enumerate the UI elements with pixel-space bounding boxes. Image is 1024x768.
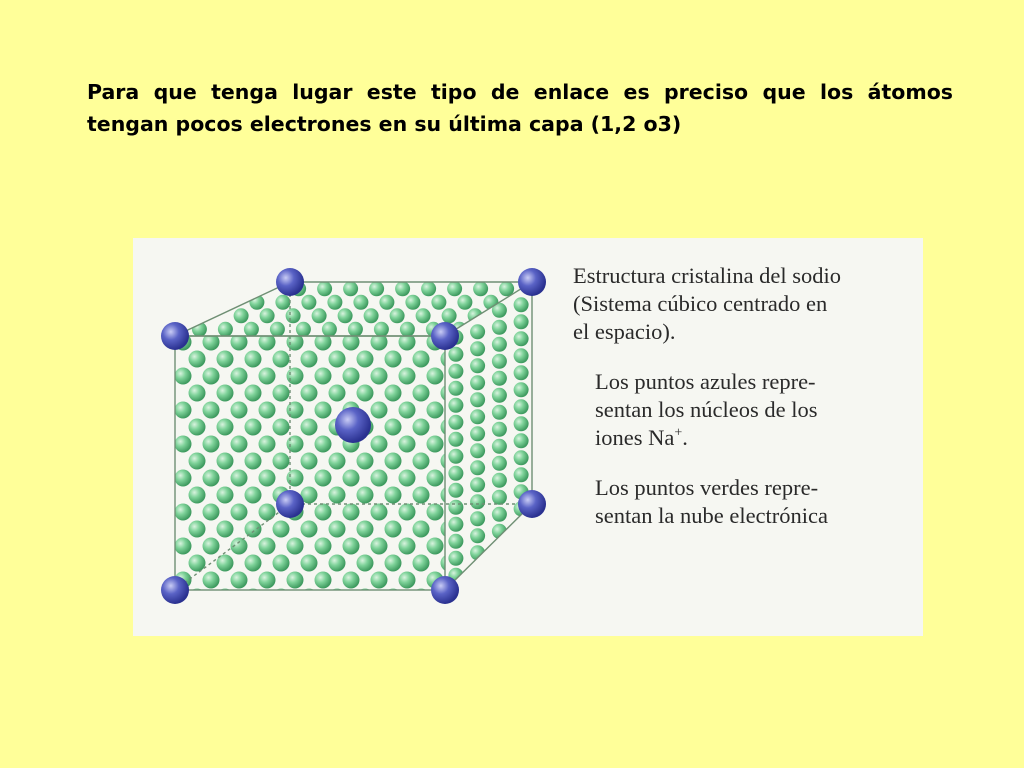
electron-dot — [371, 572, 388, 589]
electron-dot — [343, 368, 360, 385]
electron-dot — [514, 348, 529, 363]
electron-dot — [448, 449, 463, 464]
electron-dot — [189, 453, 206, 470]
electron-dot — [301, 385, 318, 402]
electron-dot — [492, 558, 507, 573]
electron-dot — [385, 589, 402, 606]
electron-dot — [470, 579, 485, 594]
electron-dot — [175, 470, 192, 487]
electron-dot — [189, 351, 206, 368]
electron-dot — [329, 555, 346, 572]
electron-dot — [470, 477, 485, 492]
electron-dot — [427, 470, 444, 487]
electron-dot — [470, 375, 485, 390]
electron-dot — [231, 470, 248, 487]
electron-dot — [492, 371, 507, 386]
electron-dot — [357, 351, 374, 368]
nucleus-dot — [518, 490, 546, 518]
electron-dot — [492, 490, 507, 505]
electron-dot — [469, 589, 486, 606]
caption-line: (Sistema cúbico centrado en — [573, 291, 828, 316]
electron-dot — [551, 281, 563, 296]
electron-dot — [273, 521, 290, 538]
electron-dot — [357, 589, 374, 606]
nucleus-dot — [161, 322, 189, 350]
electron-dot — [514, 331, 529, 346]
electron-dot — [448, 517, 463, 532]
electron-dot — [312, 308, 327, 323]
electron-dot — [427, 402, 444, 419]
electron-dot — [273, 555, 290, 572]
nucleus-dot — [161, 576, 189, 604]
electron-dot — [413, 453, 430, 470]
electron-dot — [203, 470, 220, 487]
electron-dot — [329, 487, 346, 504]
electron-dot — [385, 453, 402, 470]
electron-dot — [315, 504, 332, 521]
electron-dot — [301, 589, 318, 606]
electron-dot — [315, 368, 332, 385]
electron-dot — [448, 415, 463, 430]
electron-dot — [448, 364, 463, 379]
caption-line: sentan los núcleos de los — [595, 397, 818, 422]
center-nucleus-dot — [335, 407, 371, 443]
electron-dot — [385, 521, 402, 538]
electron-dot — [273, 385, 290, 402]
electron-dot — [514, 399, 529, 414]
electron-dot — [421, 281, 436, 296]
electron-dot — [395, 281, 410, 296]
electron-dot — [470, 528, 485, 543]
electron-dot — [217, 589, 234, 606]
electron-dot — [189, 589, 206, 606]
electron-dot — [287, 470, 304, 487]
electron-dot — [301, 295, 316, 310]
electron-dot — [301, 419, 318, 436]
electron-dot — [413, 589, 430, 606]
electron-dot — [357, 487, 374, 504]
electron-dot — [399, 402, 416, 419]
electron-dot — [399, 368, 416, 385]
electron-dot — [492, 541, 507, 556]
electron-dot — [385, 385, 402, 402]
electron-dot — [329, 589, 346, 606]
electron-dot — [514, 314, 529, 329]
electron-dot — [329, 453, 346, 470]
caption-line: sentan la nube electrónica — [595, 503, 829, 528]
slide-text: Para que tenga lugar este tipo de enlace es preciso que los átomos tengan pocos electrones en su última capa (1,2 o3) — [87, 80, 953, 136]
electron-dot — [416, 308, 431, 323]
electron-dot — [218, 322, 233, 337]
bcc-cube-diagram — [133, 238, 563, 636]
electron-dot — [427, 538, 444, 555]
electron-dot — [296, 322, 311, 337]
electron-dot — [315, 572, 332, 589]
electron-dot — [470, 460, 485, 475]
electron-dot — [245, 453, 262, 470]
electron-dot — [413, 487, 430, 504]
electron-dot — [514, 450, 529, 465]
electron-dot — [427, 368, 444, 385]
electron-dot — [259, 538, 276, 555]
electron-dot — [245, 487, 262, 504]
electron-dot — [217, 487, 234, 504]
electron-dot — [217, 351, 234, 368]
electron-dot — [413, 555, 430, 572]
electron-dot — [427, 504, 444, 521]
electron-dot — [217, 385, 234, 402]
electron-dot — [301, 555, 318, 572]
electron-dot — [364, 308, 379, 323]
electron-dot — [231, 504, 248, 521]
electron-dot — [390, 308, 405, 323]
electron-dot — [270, 322, 285, 337]
electron-dot — [448, 347, 463, 362]
electron-dot — [470, 324, 485, 339]
electron-dot — [492, 354, 507, 369]
electron-dot — [245, 419, 262, 436]
electron-dot — [470, 443, 485, 458]
electron-dot — [357, 521, 374, 538]
electron-dot — [399, 470, 416, 487]
electron-dot — [273, 453, 290, 470]
electron-dot — [470, 341, 485, 356]
electron-dot — [514, 365, 529, 380]
electron-dot — [203, 538, 220, 555]
electron-dot — [371, 402, 388, 419]
nucleus-dot — [431, 576, 459, 604]
electron-dot — [470, 494, 485, 509]
electron-dot — [245, 521, 262, 538]
electron-dot — [514, 552, 529, 567]
electron-dot — [259, 470, 276, 487]
caption-title — [573, 262, 923, 346]
electron-dot — [329, 521, 346, 538]
caption-blue-dots — [573, 368, 923, 452]
electron-dot — [217, 419, 234, 436]
electron-dot — [385, 419, 402, 436]
electron-dot — [470, 392, 485, 407]
caption-line: iones Na — [595, 425, 675, 450]
electron-dot — [448, 483, 463, 498]
electron-dot — [343, 538, 360, 555]
electron-dot — [189, 385, 206, 402]
caption-period: . — [682, 425, 688, 450]
electron-dot — [338, 308, 353, 323]
electron-dot — [343, 281, 358, 296]
electron-dot — [287, 368, 304, 385]
figure-caption — [573, 262, 923, 530]
electron-dot — [189, 419, 206, 436]
caption-line: Los puntos azules repre- — [595, 369, 816, 394]
electron-dot — [245, 385, 262, 402]
electron-dot — [385, 487, 402, 504]
electron-dot — [175, 402, 192, 419]
nucleus-dot — [276, 268, 304, 296]
electron-dot — [374, 322, 389, 337]
electron-dot — [245, 589, 262, 606]
electron-dot — [315, 538, 332, 555]
electron-dot — [399, 538, 416, 555]
electron-dot — [315, 402, 332, 419]
electron-dot — [231, 572, 248, 589]
electron-dot — [470, 511, 485, 526]
electron-dot — [492, 320, 507, 335]
electron-dot — [231, 368, 248, 385]
electron-dot — [447, 281, 462, 296]
electron-dot — [203, 436, 220, 453]
electron-dot — [514, 535, 529, 550]
electron-dot — [371, 436, 388, 453]
electron-dot — [448, 381, 463, 396]
charge-superscript: + — [674, 425, 683, 441]
electron-dot — [357, 385, 374, 402]
electron-dot — [371, 504, 388, 521]
electron-dot — [301, 453, 318, 470]
electron-dot — [413, 351, 430, 368]
electron-dot — [473, 281, 488, 296]
electron-dot — [492, 456, 507, 471]
electron-dot — [343, 572, 360, 589]
electron-dot — [369, 281, 384, 296]
electron-dot — [431, 295, 446, 310]
electron-dot — [399, 436, 416, 453]
electron-dot — [203, 368, 220, 385]
electron-dot — [448, 466, 463, 481]
electron-dot — [357, 555, 374, 572]
electron-dot — [448, 500, 463, 515]
caption-line: el espacio). — [573, 319, 676, 344]
electron-dot — [413, 385, 430, 402]
electron-dot — [514, 433, 529, 448]
electron-dot — [385, 351, 402, 368]
electron-dot — [231, 402, 248, 419]
electron-dot — [287, 572, 304, 589]
electron-dot — [189, 487, 206, 504]
electron-dot — [327, 295, 342, 310]
electron-dot — [492, 473, 507, 488]
electron-dot — [287, 538, 304, 555]
electron-dot — [470, 358, 485, 373]
electron-dot — [259, 572, 276, 589]
caption-line: Estructura cristalina del sodio — [573, 263, 842, 288]
electron-dot — [189, 555, 206, 572]
electron-dot — [379, 295, 394, 310]
electron-dot — [217, 453, 234, 470]
electron-dot — [514, 382, 529, 397]
caption-green-dots — [573, 474, 923, 530]
electron-dot — [259, 368, 276, 385]
electron-dot — [322, 322, 337, 337]
electron-dot — [203, 572, 220, 589]
electron-dot — [413, 419, 430, 436]
electron-dot — [405, 295, 420, 310]
electron-dot — [175, 436, 192, 453]
electron-dot — [448, 534, 463, 549]
crystal-structure-figure — [133, 238, 923, 636]
electron-dot — [514, 297, 529, 312]
electron-dot — [399, 572, 416, 589]
electron-dot — [317, 281, 332, 296]
electron-dot — [492, 405, 507, 420]
electron-dot — [315, 470, 332, 487]
nucleus-dot — [276, 490, 304, 518]
electron-dot — [448, 398, 463, 413]
electron-dot — [315, 436, 332, 453]
electron-dot — [259, 436, 276, 453]
electron-dot — [175, 368, 192, 385]
electron-dot — [448, 432, 463, 447]
electron-dot — [286, 308, 301, 323]
electron-dot — [231, 436, 248, 453]
caption-line: Los puntos verdes repre- — [595, 475, 819, 500]
electron-dot — [371, 538, 388, 555]
electron-dot — [273, 351, 290, 368]
electron-dot — [287, 402, 304, 419]
electron-dot — [492, 388, 507, 403]
electron-dot — [399, 504, 416, 521]
electron-dot — [470, 562, 485, 577]
electron-dot — [413, 521, 430, 538]
electron-dot — [175, 504, 192, 521]
electron-dot — [273, 589, 290, 606]
electron-dot — [259, 504, 276, 521]
electron-dot — [189, 521, 206, 538]
electron-dot — [234, 308, 249, 323]
electron-dot — [245, 351, 262, 368]
electron-dot — [260, 308, 275, 323]
electron-dot — [371, 470, 388, 487]
electron-dot — [259, 402, 276, 419]
electron-dot — [492, 439, 507, 454]
electron-dot — [203, 402, 220, 419]
electron-dot — [492, 422, 507, 437]
electron-dot — [371, 368, 388, 385]
electron-dot — [244, 322, 259, 337]
electron-dot — [470, 426, 485, 441]
electron-dot — [470, 409, 485, 424]
electron-dot — [343, 504, 360, 521]
electron-dot — [301, 521, 318, 538]
electron-dot — [273, 419, 290, 436]
electron-dot — [175, 538, 192, 555]
electron-dot — [353, 295, 368, 310]
electron-dot — [357, 453, 374, 470]
electron-dot — [514, 416, 529, 431]
electron-dot — [492, 337, 507, 352]
electron-dot — [348, 322, 363, 337]
electron-dot — [448, 551, 463, 566]
nucleus-dot — [518, 268, 546, 296]
electron-dot — [329, 385, 346, 402]
electron-dot — [287, 436, 304, 453]
electron-dot — [442, 308, 457, 323]
electron-dot — [343, 470, 360, 487]
electron-dot — [203, 504, 220, 521]
electron-dot — [427, 436, 444, 453]
electron-dot — [217, 521, 234, 538]
electron-dot — [329, 351, 346, 368]
nucleus-dot — [431, 322, 459, 350]
electron-dot — [385, 555, 402, 572]
electron-dot — [457, 295, 472, 310]
electron-dot — [492, 507, 507, 522]
electron-dot — [275, 295, 290, 310]
electron-dot — [245, 555, 262, 572]
electron-dot — [514, 467, 529, 482]
electron-dot — [301, 351, 318, 368]
electron-dot — [400, 322, 415, 337]
